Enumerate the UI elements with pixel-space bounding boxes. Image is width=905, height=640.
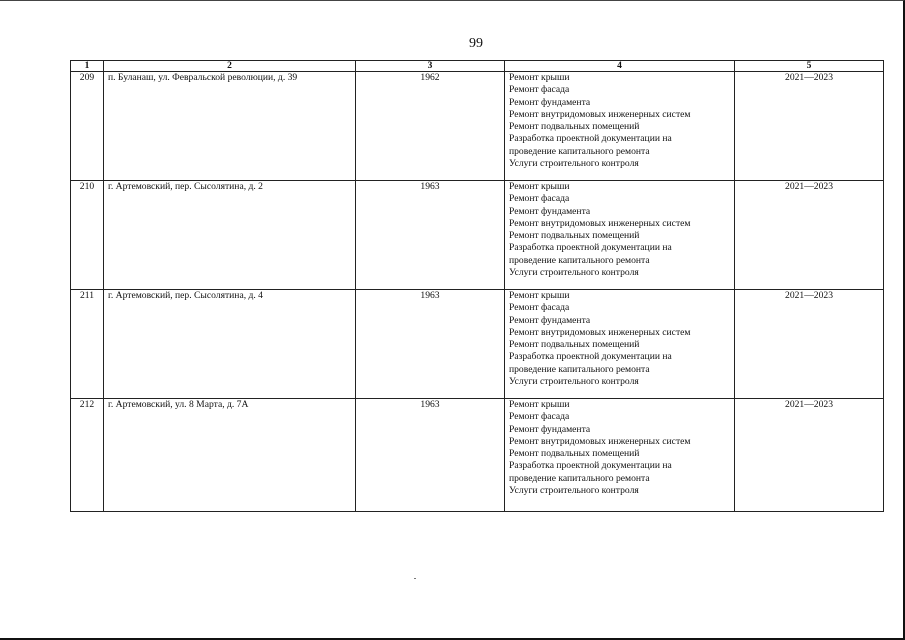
repair-period: 2021—2023 <box>735 399 884 512</box>
column-header: 3 <box>356 61 505 72</box>
table-row <box>71 290 884 399</box>
repair-work-item: проведение капитального ремонта <box>509 254 650 266</box>
table-row <box>71 72 884 181</box>
repair-period: 2021—2023 <box>735 72 884 181</box>
repair-work-item: Ремонт внутридомовых инженерных систем <box>509 326 691 338</box>
repair-work-item: проведение капитального ремонта <box>509 363 650 375</box>
repair-work-item: проведение капитального ремонта <box>509 472 650 484</box>
repair-work-item: Разработка проектной документации на <box>509 351 672 363</box>
table-row <box>71 399 884 512</box>
column-header: 1 <box>71 61 104 72</box>
repair-work-item: Ремонт крыши <box>509 72 570 83</box>
repair-work-item: Ремонт подвальных помещений <box>509 339 640 351</box>
repair-work-item: Услуги строительного контроля <box>509 267 639 279</box>
construction-year: 1963 <box>356 181 505 290</box>
construction-year: 1962 <box>356 72 505 181</box>
repair-work-item: Ремонт крыши <box>509 290 570 301</box>
repair-work-item: Услуги строительного контроля <box>509 376 639 388</box>
row-number: 212 <box>71 399 104 512</box>
repair-work-item: Ремонт фасада <box>509 193 570 205</box>
repair-work-item: Ремонт фундамента <box>509 96 591 108</box>
repair-work-item: Ремонт фасада <box>509 84 570 96</box>
repair-works-list <box>505 72 735 181</box>
repair-work-item: Ремонт подвальных помещений <box>509 448 640 460</box>
repair-work-item: Ремонт внутридомовых инженерных систем <box>509 108 691 120</box>
column-header: 4 <box>505 61 735 72</box>
page-number: 99 <box>469 36 483 51</box>
building-address: г. Артемовский, пер. Сысолятина, д. 2 <box>104 181 356 290</box>
repair-works-list <box>505 181 735 290</box>
repair-works-list <box>505 290 735 399</box>
row-number: 209 <box>71 72 104 181</box>
repair-work-item: Ремонт фасада <box>509 302 570 314</box>
column-header: 2 <box>104 61 356 72</box>
building-address: г. Артемовский, пер. Сысолятина, д. 4 <box>104 290 356 399</box>
scan-speck <box>414 578 416 579</box>
repair-work-item: Ремонт подвальных помещений <box>509 121 640 133</box>
building-address: п. Буланаш, ул. Февральской революции, д. 39 <box>104 72 356 181</box>
repair-work-item: Ремонт крыши <box>509 181 570 192</box>
repair-period: 2021—2023 <box>735 290 884 399</box>
repair-work-item: Ремонт фундамента <box>509 205 591 217</box>
table-header-row <box>71 61 884 72</box>
repair-work-item: Ремонт крыши <box>509 399 570 410</box>
repair-work-item: Разработка проектной документации на <box>509 242 672 254</box>
repair-work-item: Разработка проектной документации на <box>509 460 672 472</box>
repair-work-item: Ремонт фундамента <box>509 423 591 435</box>
repair-work-item: Ремонт внутридомовых инженерных систем <box>509 217 691 229</box>
repair-work-item: Разработка проектной документации на <box>509 133 672 145</box>
repair-work-item: проведение капитального ремонта <box>509 145 650 157</box>
repair-work-item: Ремонт фундамента <box>509 314 591 326</box>
row-number: 210 <box>71 181 104 290</box>
column-header: 5 <box>735 61 884 72</box>
repair-work-item: Ремонт фасада <box>509 411 570 423</box>
repair-works-list <box>505 399 735 512</box>
row-number: 211 <box>71 290 104 399</box>
building-address: г. Артемовский, ул. 8 Марта, д. 7А <box>104 399 356 512</box>
repair-work-item: Ремонт подвальных помещений <box>509 230 640 242</box>
construction-year: 1963 <box>356 290 505 399</box>
repair-work-item: Ремонт внутридомовых инженерных систем <box>509 435 691 447</box>
repair-work-item: Услуги строительного контроля <box>509 485 639 497</box>
capital-repair-table <box>70 60 884 512</box>
table-row <box>71 181 884 290</box>
repair-work-item: Услуги строительного контроля <box>509 158 639 170</box>
construction-year: 1963 <box>356 399 505 512</box>
repair-period: 2021—2023 <box>735 181 884 290</box>
